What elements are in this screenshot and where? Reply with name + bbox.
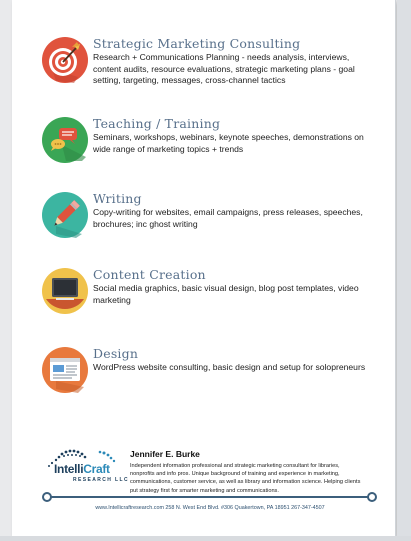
service-description: Social media graphics, basic visual design, blog post templates, video marketing xyxy=(93,283,359,305)
browser-window-icon xyxy=(42,347,88,393)
divider-right-dot xyxy=(367,492,377,502)
divider-left-dot xyxy=(42,492,52,502)
service-description: WordPress website consulting, basic design and setup for solopreneurs xyxy=(93,362,366,372)
service-title: Teaching / Training xyxy=(93,116,221,131)
service-title: Writing xyxy=(93,191,142,206)
service-title: Content Creation xyxy=(93,267,206,282)
viewer-scrollbar-area[interactable] xyxy=(397,0,411,541)
contact-line[interactable]: www.Intellicraftresearch.com 258 N. West End Blvd. #306 Quakertown, PA 18951 267-347-4507 xyxy=(95,505,325,511)
viewer-bottom-edge xyxy=(0,536,411,541)
service-description: Research + Communications Planning - needs analysis, interviews, content audits, resource evaluations, strategic marketing plans - goal setting, targeting, messages, cross-channel tactics xyxy=(93,52,355,86)
speech-bubbles-icon xyxy=(42,117,88,163)
author-name: Jennifer E. Burke xyxy=(130,449,200,459)
service-description: Copy-writing for websites, email campaigns, press releases, speeches, brochures; inc ghost writing xyxy=(93,207,363,229)
footer-divider xyxy=(47,496,371,498)
service-title: Design xyxy=(93,346,139,361)
logo-wordmark: IntelliCraft xyxy=(54,462,110,476)
author-bio: Independent information professional and strategic marketing consultant for libraries, nonprofits and info pros. Unique background of training and experience in marketing, communications, customer service, as well as library and information science. Helping clients put strategy first for smarter marketing and communications. xyxy=(130,463,361,494)
logo-subtitle: RESEARCH LLC xyxy=(73,477,129,483)
target-icon xyxy=(42,37,88,83)
pencil-icon xyxy=(42,192,88,238)
service-description: Seminars, workshops, webinars, keynote speeches, demonstrations on wide range of marketing topics + trends xyxy=(93,132,364,154)
service-title: Strategic Marketing Consulting xyxy=(93,36,301,51)
monitor-icon xyxy=(42,268,88,314)
